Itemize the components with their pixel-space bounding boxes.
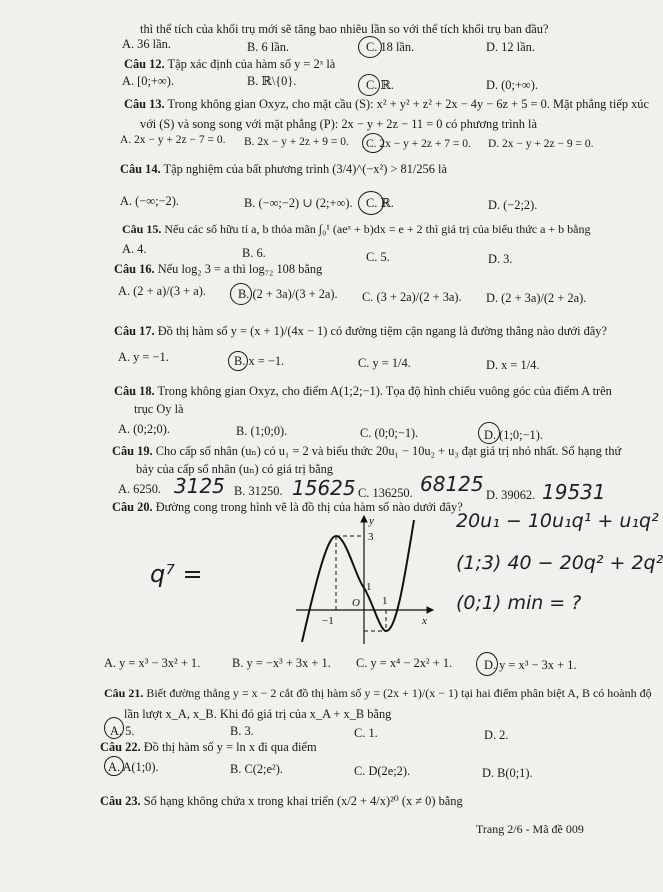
- handwritten-note: 15625: [292, 476, 356, 500]
- q17-option-d: D. x = 1/4.: [486, 358, 540, 372]
- question-15: Câu 15. Nếu các số hữu tỉ a, b thỏa mãn ∫₀¹ (aeˣ + b)dx = e + 2 thì giá trị của biểu thức a + b bằng: [122, 222, 591, 236]
- q16-option-d: D. (2 + 3a)/(2 + 2a).: [486, 291, 587, 305]
- answer-circle: [476, 652, 498, 676]
- function-graph: [288, 512, 438, 647]
- q18-option-d: D. (1;0;−1).: [484, 428, 543, 442]
- q19-option-b: B. 31250.: [234, 484, 283, 498]
- question-13: Câu 13. Trong không gian Oxyz, cho mặt cầu (S): x² + y² + z² + 2x − 4y − 6z + 5 = 0. Mặt phẳng tiếp xúc: [124, 97, 650, 111]
- q14-option-d: D. (−2;2).: [488, 198, 538, 212]
- answer-circle: [358, 191, 384, 215]
- question-21-line2: lần lượt x_A, x_B. Khi đó giá trị của x_A + x_B bằng: [124, 707, 392, 721]
- question-20: Câu 20. Đường cong trong hình vẽ là đồ thị của hàm số nào dưới đây?: [112, 500, 463, 514]
- q14-option-a: A. (−∞;−2).: [120, 194, 179, 208]
- q19-option-a: A. 6250.: [118, 482, 162, 496]
- handwritten-note: 3125: [174, 474, 225, 498]
- q17-option-c: C. y = 1/4.: [358, 356, 411, 370]
- question-22: Câu 22. Đồ thị hàm số y = ln x đi qua điểm: [100, 740, 317, 754]
- q20-option-a: A. y = x³ − 3x² + 1.: [104, 656, 201, 670]
- q14-option-b: B. (−∞;−2) ∪ (2;+∞).: [244, 196, 353, 210]
- x-label: x: [422, 615, 427, 627]
- q19-option-c: C. 136250.: [358, 486, 413, 500]
- origin-label: O: [352, 597, 360, 609]
- q12-option-d: D. (0;+∞).: [486, 78, 538, 92]
- question-12: Câu 12. Tập xác định của hàm số y = 2ˣ là: [124, 57, 336, 71]
- q15-option-a: A. 4.: [122, 242, 147, 256]
- q16-option-a: A. (2 + a)/(3 + a).: [118, 284, 206, 298]
- question-13-line2: với (S) và song song với mặt phẳng (P): 2x − y + 2z − 11 = 0 có phương trình là: [140, 117, 537, 131]
- prev-option-a: A. 36 lần.: [122, 37, 171, 51]
- handwritten-note: (1;3) 40 − 20q² + 2q²: [456, 552, 663, 574]
- question-17: Câu 17. Đồ thị hàm số y = (x + 1)/(4x − 1) có đường tiệm cận ngang là đường thẳng nào dưới đây?: [114, 324, 607, 338]
- q12-option-c: C. ℝ.: [366, 78, 394, 92]
- handwritten-note: q⁷ =: [150, 560, 203, 588]
- question-23: Câu 23. Số hạng không chứa x trong khai triển (x/2 + 4/x)²⁰ (x ≠ 0) bằng: [100, 794, 463, 808]
- q12-option-a: A. [0;+∞).: [122, 74, 174, 88]
- question-18-line2: trục Oy là: [134, 402, 184, 416]
- handwritten-note: 68125: [420, 472, 484, 496]
- q17-option-b: B. x = −1.: [234, 354, 285, 368]
- answer-circle: [358, 36, 382, 58]
- q17-option-a: A. y = −1.: [118, 350, 169, 364]
- q13-option-b: B. 2x − y + 2z + 9 = 0.: [244, 136, 349, 148]
- q21-option-b: B. 3.: [230, 724, 254, 738]
- question-18: Câu 18. Trong không gian Oxyz, cho điểm A(1;2;−1). Tọa độ hình chiếu vuông góc của điểm A trên: [114, 384, 612, 398]
- answer-circle: [228, 351, 248, 371]
- q15-option-c: C. 5.: [366, 250, 390, 264]
- prev-question-text: thì thể tích của khối trụ mới sẽ tăng bao nhiêu lần so với thể tích khối trụ ban đầu?: [140, 22, 549, 36]
- question-14: Câu 14. Tập nghiệm của bất phương trình (3/4)^(−x²) > 81/256 là: [120, 162, 447, 176]
- q18-option-a: A. (0;2;0).: [118, 422, 170, 436]
- answer-circle: [358, 74, 380, 96]
- q15-option-b: B. 6.: [242, 246, 266, 260]
- q18-option-b: B. (1;0;0).: [236, 424, 288, 438]
- q20-option-b: B. y = −x³ + 3x + 1.: [232, 656, 331, 670]
- tick-1x-label: 1: [382, 595, 388, 607]
- y-label: y: [369, 515, 374, 527]
- q20-option-d: D. y = x³ − 3x + 1.: [484, 658, 577, 672]
- handwritten-note: (0;1) min = ?: [456, 592, 582, 614]
- answer-circle: [478, 422, 500, 444]
- answer-circle: [104, 717, 124, 739]
- q13-option-d: D. 2x − y + 2z − 9 = 0.: [488, 138, 594, 150]
- q19-option-d: D. 39062.: [486, 488, 536, 502]
- prev-option-b: B. 6 lần.: [247, 40, 289, 54]
- answer-circle: [230, 283, 252, 305]
- answer-circle: [104, 756, 124, 776]
- q13-option-c: C. 2x − y + 2z + 7 = 0.: [366, 138, 471, 150]
- q14-option-c: C. ℝ.: [366, 196, 394, 210]
- q16-option-b: B. (2 + 3a)/(3 + 2a).: [238, 287, 338, 301]
- q16-option-c: C. (3 + 2a)/(2 + 3a).: [362, 290, 462, 304]
- q18-option-c: C. (0;0;−1).: [360, 426, 419, 440]
- y-axis-arrow: [361, 516, 367, 522]
- q22-option-c: C. D(2e;2).: [354, 764, 411, 778]
- q21-option-c: C. 1.: [354, 726, 378, 740]
- page-footer: Trang 2/6 - Mã đề 009: [476, 822, 584, 836]
- question-19: Câu 19. Cho cấp số nhân (uₙ) có u₁ = 2 và biểu thức 20u₁ − 10u₂ + u₃ đạt giá trị nhỏ nhất. Số hạng thứ: [112, 444, 622, 458]
- handwritten-note: 20u₁ − 10u₁q¹ + u₁q²: [456, 510, 659, 532]
- q22-option-d: D. B(0;1).: [482, 766, 533, 780]
- prev-option-d: D. 12 lần.: [486, 40, 535, 54]
- question-21: Câu 21. Biết đường thẳng y = x − 2 cắt đồ thị hàm số y = (2x + 1)/(x − 1) tại hai điểm phân biệt A, B có hoành độ: [104, 686, 652, 700]
- question-16: Câu 16. Nếu log₂ 3 = a thì log₇₂ 108 bằng: [114, 262, 323, 276]
- q20-option-c: C. y = x⁴ − 2x² + 1.: [356, 656, 453, 670]
- q22-option-b: B. C(2;e²).: [230, 762, 283, 776]
- cubic-curve: [302, 520, 414, 642]
- question-19-line2: bảy của cấp số nhân (uₙ) có giá trị bằng: [136, 462, 333, 476]
- tick-minus1-label: −1: [322, 615, 334, 627]
- q21-option-d: D. 2.: [484, 728, 509, 742]
- q12-option-b: B. ℝ\{0}.: [247, 74, 297, 88]
- q15-option-d: D. 3.: [488, 252, 513, 266]
- q13-option-a: A. 2x − y + 2z − 7 = 0.: [120, 134, 226, 146]
- x-axis-arrow: [427, 607, 433, 613]
- tick-3-label: 3: [368, 531, 374, 543]
- prev-option-c: C. 18 lần.: [366, 40, 415, 54]
- tick-1y-label: 1: [366, 581, 372, 593]
- answer-circle: [362, 133, 384, 153]
- handwritten-note: 19531: [542, 480, 606, 504]
- q21-option-a: A. 5.: [110, 724, 135, 738]
- q22-option-a: A. A(1;0).: [108, 760, 159, 774]
